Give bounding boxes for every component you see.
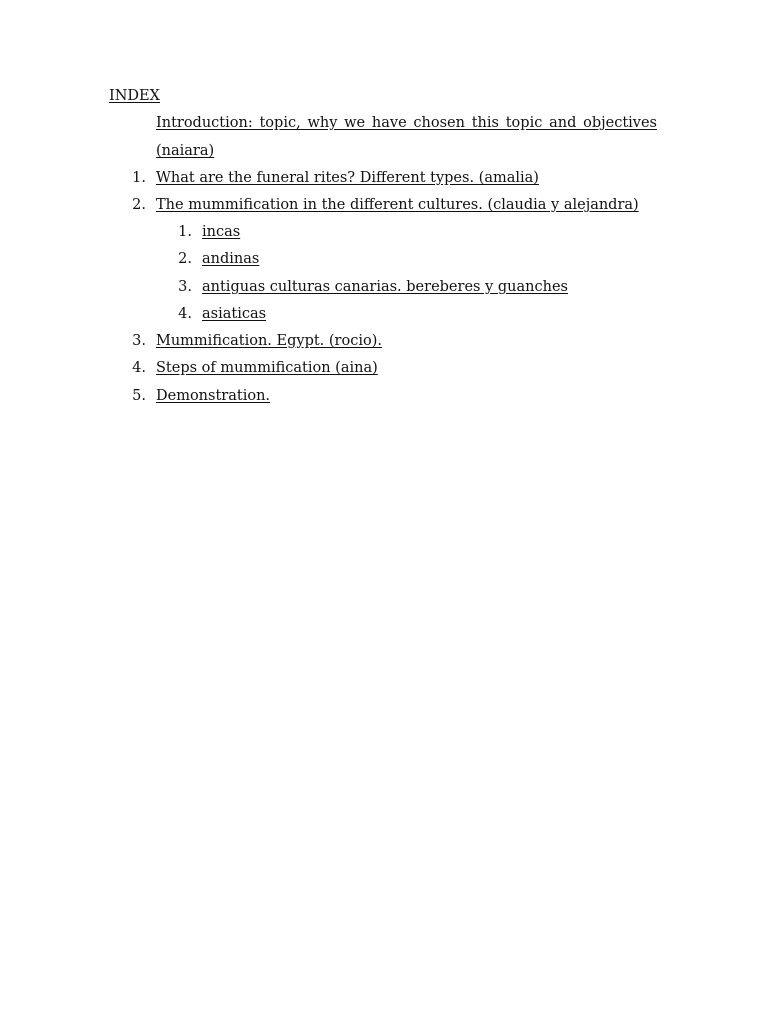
sublist-item-number: 2. bbox=[178, 251, 192, 267]
sublist-item-number: 1. bbox=[178, 224, 192, 240]
list-item: What are the funeral rites? Different types. (amalia) bbox=[156, 170, 539, 186]
list-item: The mummification in the different cultures. (claudia y alejandra) bbox=[156, 197, 639, 213]
sublist-item: antiguas culturas canarias. bereberes y guanches bbox=[202, 279, 568, 295]
list-item-number: 4. bbox=[132, 360, 146, 376]
list-item-number: 2. bbox=[132, 197, 146, 213]
sublist-item: incas bbox=[202, 224, 241, 240]
list-item-number: 5. bbox=[132, 388, 146, 404]
list-item-number: 3. bbox=[132, 333, 146, 349]
list-item: Demonstration. bbox=[156, 388, 271, 404]
intro-line-2: (naiara) bbox=[156, 143, 215, 159]
intro-line-1: Introduction: topic, why we have chosen this topic and objectives bbox=[156, 115, 657, 131]
sublist-item-number: 3. bbox=[178, 279, 192, 295]
index-heading: INDEX bbox=[109, 88, 160, 104]
sublist-item-number: 4. bbox=[178, 306, 192, 322]
sublist-item: asiaticas bbox=[202, 306, 267, 322]
list-item: Mummification. Egypt. (rocio). bbox=[156, 333, 382, 349]
list-item: Steps of mummification (aina) bbox=[156, 360, 378, 376]
sublist-item: andinas bbox=[202, 251, 260, 267]
list-item-number: 1. bbox=[132, 170, 146, 186]
